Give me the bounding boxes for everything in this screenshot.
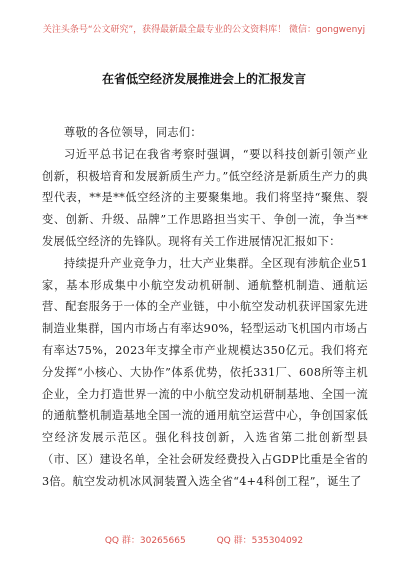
qq-group-2: QQ 群：535304092 [216, 536, 304, 546]
contact-footer [0, 533, 408, 546]
promo-banner: 关注头条号“公文研究”，获得最新最全最专业的公文资料库！ 微信：gongwenyj [42, 25, 366, 35]
body-paragraph-1: 习近平总书记在我省考察时强调，“要以科技创新引领产业创新，积极培育和发展新质生产力。”低空经济是新质生产力的典型代表，**是**低空经济的主要聚集地。我们将坚持“聚焦、裂变、创新、升级、品牌”工作思路担当实干、争创一流，争当**发展低空经济的先锋队。现将有关工作进展情况汇报如下： [42, 147, 368, 248]
body-paragraph-2: 持续提升产业竞争力，壮大产业集群。全区现有涉航企业51家，基本形成集中小航空发动机研制、通航整机制造、通航运营、配套服务于一体的全产业链，中小航空发动机获评国家先进制造业集群，国内市场占有率达90%，轻型运动飞机国内市场占有率达75%，2023年支撑全市产业规模达350亿元。我们将充分发挥“小核心、大协作”体系优势，依托331厂、608所等主机企业，全力打造世界一流的中小航空发动机研制基地、全国一流的通航整机制造基地全国一流的通用航空运营中心，争创国家低空经济发展示范区。强化科技创新，入选省第二批创新型县（市、区）建设名单，全社会研发经费投入占GDP比重是全省的3倍。航空发动机冰风洞装置入选全省“4+4科创工程”，诞生了 [42, 256, 368, 488]
salutation: 尊敬的各位领导，同志们： [64, 126, 202, 139]
document-body [42, 122, 368, 493]
qq-group-1: QQ 群：30265665 [104, 536, 186, 546]
document-title: 在省低空经济发展推进会上的汇报发言 [101, 72, 306, 86]
